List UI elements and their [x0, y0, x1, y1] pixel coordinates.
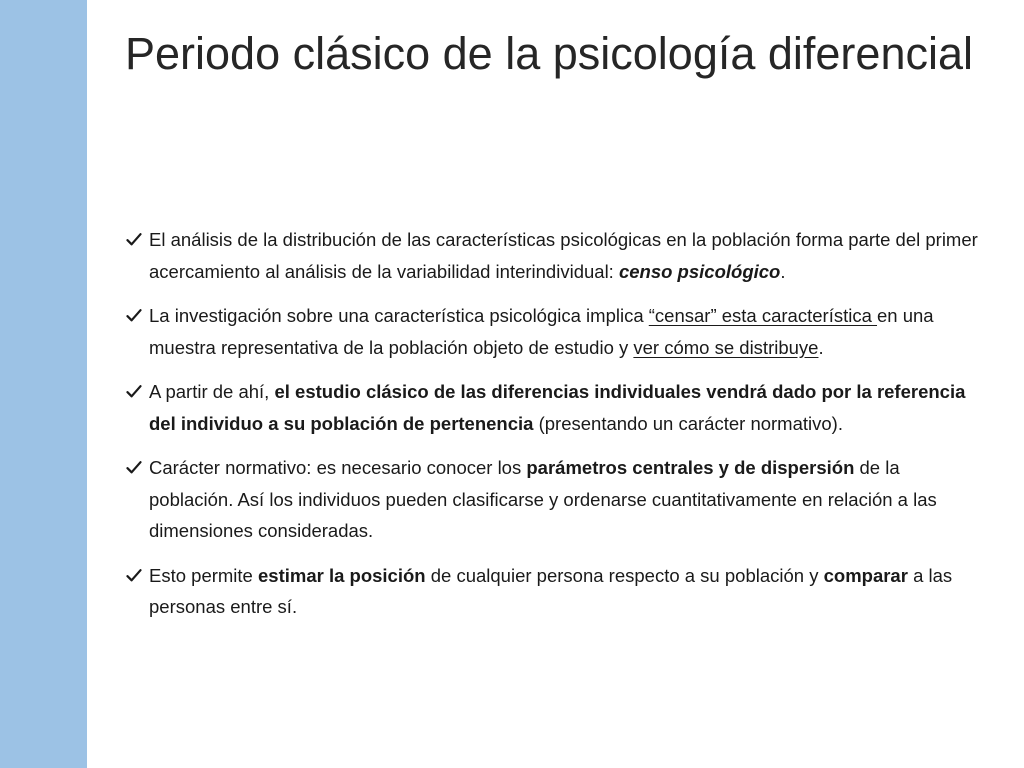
bullet-text: La investigación sobre una característica psicológica implica — [149, 305, 649, 326]
bullet-text-bold: parámetros centrales y de dispersión — [526, 457, 855, 478]
check-icon — [126, 232, 142, 247]
bullet-text: El análisis de la distribución de las características psicológicas en la población forma parte del primer acercamiento al análisis de la variabilidad interindividual: — [149, 229, 978, 282]
bullet-text-underlined: ver cómo se distribuye — [633, 336, 819, 358]
side-accent-bar — [0, 0, 87, 768]
check-icon — [126, 460, 142, 475]
bullet-text-bold: estimar la posición — [258, 564, 426, 586]
bullet-text-bold-italic: censo psicológico — [618, 260, 781, 282]
check-icon — [126, 308, 142, 323]
bullet-text: Esto permite — [149, 564, 258, 586]
bullet-text: de cualquier persona respecto a su población y — [425, 564, 824, 586]
bullet-text: a las personas entre sí. — [149, 564, 953, 617]
bullet-item — [126, 452, 988, 547]
bullet-text: . — [818, 336, 824, 358]
bullet-item — [126, 300, 988, 363]
bullet-item — [126, 224, 988, 287]
check-icon — [126, 568, 142, 583]
bullet-item — [126, 560, 988, 623]
bullet-text: (presentando un carácter normativo). — [533, 412, 843, 434]
bullet-item — [126, 376, 988, 439]
bullet-text: de la población. Así los individuos pueden clasificarse y ordenarse cuantitativamente en relación a las dimensiones consideradas. — [149, 457, 937, 541]
bullet-text-bold: el estudio clásico de las diferencias individuales vendrá dado por la referencia del individuo a su población de pertenencia — [149, 381, 966, 434]
bullet-list — [126, 224, 988, 636]
check-icon — [126, 384, 142, 399]
bullet-text-underlined: “censar” esta característica — [648, 305, 878, 326]
bullet-text: Carácter normativo: es necesario conocer los — [149, 457, 527, 478]
bullet-text: . — [780, 260, 786, 282]
bullet-text: en una muestra representativa de la población objeto de estudio y — [149, 305, 934, 358]
bullet-text-bold: comparar — [823, 564, 908, 586]
slide-title: Periodo clásico de la psicología diferencial — [125, 28, 973, 79]
bullet-text: A partir de ahí, — [149, 381, 275, 402]
